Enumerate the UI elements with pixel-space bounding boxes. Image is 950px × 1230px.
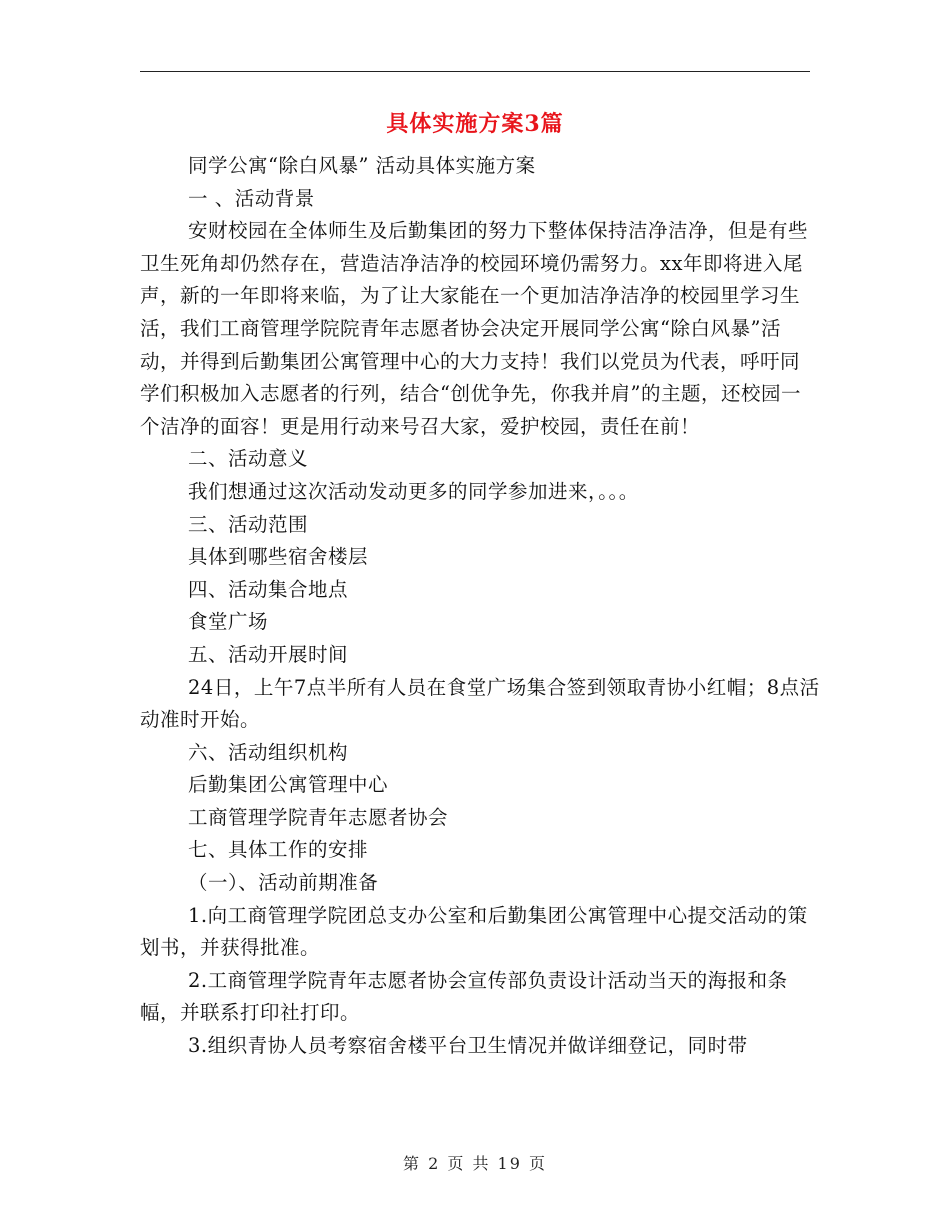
subsection-heading-preparation: （一）、活动前期准备 xyxy=(188,871,379,895)
document-body xyxy=(140,150,820,1063)
section-heading-background: 一 、活动背景 xyxy=(188,186,315,210)
time-paragraph: 24日，上午7点半所有人员在食堂广场集合签到领取青协小红帽；8点活动准时开始。 xyxy=(140,675,820,732)
background-paragraph: 安财校园在全体师生及后勤集团的努力下整体保持洁净洁净，但是有些卫生死角却仍然存在，营造洁净洁净的校园环境仍需努力。xx年即将进入尾声，新的一年即将来临，为了让大家能在一个更加洁净洁净的校园里学习生活，我们工商管理学院院青年志愿者协会决定开展同学公寓“除白风暴”活动，并得到后勤集团公寓管理中心的大力支持！我们以党员为代表，呼吁同学们积极加入志愿者的行列，结合“创优争先，你我并肩”的主题，还校园一个洁净的面容！更是用行动来号召大家，爱护校园，责任在前！ xyxy=(140,219,809,438)
subtitle-paragraph: 同学公寓“除白风暴” 活动具体实施方案 xyxy=(188,154,536,177)
location-paragraph: 食堂广场 xyxy=(188,610,269,634)
page-number-footer: 第 2 页 共 19 页 xyxy=(403,1154,547,1173)
list-item: 1.向工商管理学院团总支办公室和后勤集团公寓管理中心提交活动的策划书，并获得批准。 xyxy=(140,903,808,960)
section-heading-significance: 二、活动意义 xyxy=(188,447,309,471)
section-heading-time: 五、活动开展时间 xyxy=(188,642,349,666)
document-title: 具体实施方案3篇 xyxy=(386,111,564,137)
section-heading-arrangement: 七、具体工作的安排 xyxy=(188,838,369,862)
header-rule xyxy=(140,71,810,72)
section-heading-organization: 六、活动组织机构 xyxy=(188,740,349,764)
section-heading-location: 四、活动集合地点 xyxy=(188,577,349,601)
list-item: 3.组织青协人员考察宿舍楼平台卫生情况并做详细登记，同时带 xyxy=(188,1034,748,1058)
significance-paragraph: 我们想通过这次活动发动更多的同学参加进来，。。。 xyxy=(188,479,639,503)
organization-item-volunteers: 工商管理学院青年志愿者协会 xyxy=(188,805,449,829)
section-heading-scope: 三、活动范围 xyxy=(188,512,309,536)
organization-item-logistics: 后勤集团公寓管理中心 xyxy=(188,773,389,797)
list-item: 2.工商管理学院青年志愿者协会宣传部负责设计活动当天的海报和条幅，并联系打印社打印。 xyxy=(140,968,788,1025)
scope-paragraph: 具体到哪些宿舍楼层 xyxy=(188,545,369,569)
